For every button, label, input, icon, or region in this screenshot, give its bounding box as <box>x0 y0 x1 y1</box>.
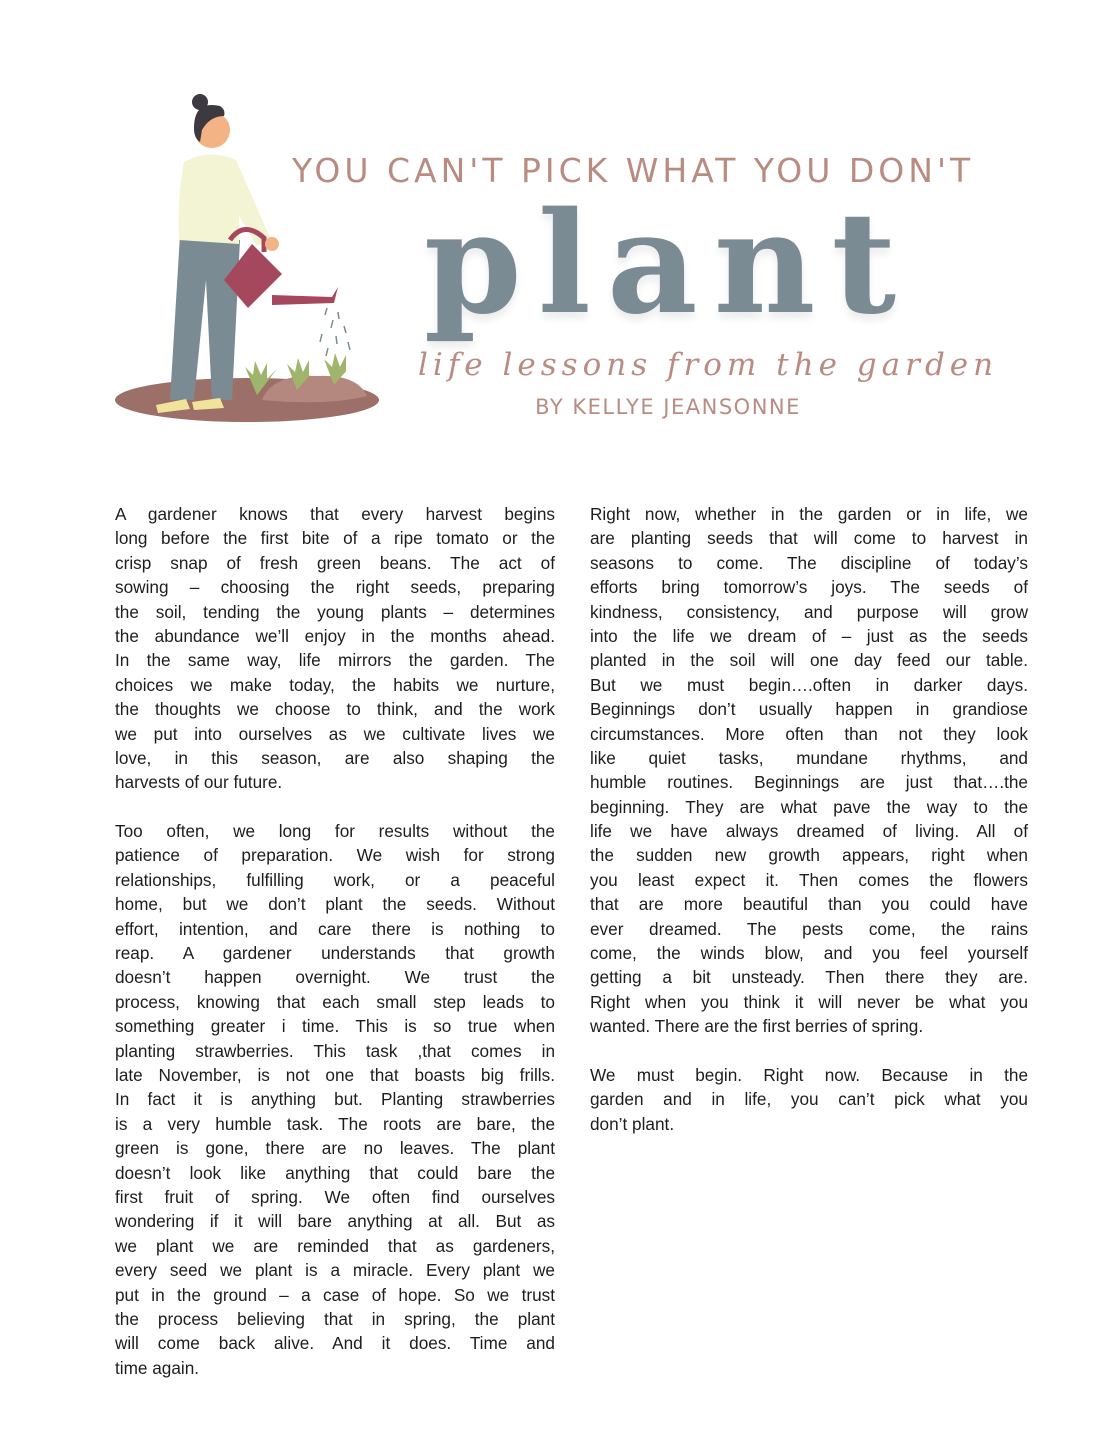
text-line: the process believing that in spring, the plant <box>115 1308 555 1329</box>
watering-can-icon <box>224 229 338 308</box>
text-line: we plant we are reminded that as gardeners, <box>115 1235 555 1256</box>
text-line: ever dreamed. The pests come, the rains <box>590 918 1028 939</box>
text-line: wondering if it will bare anything at all. But as <box>115 1211 555 1232</box>
right-column <box>590 502 1028 1161</box>
text-line: planted in the soil will one day feed our table. <box>590 650 1028 671</box>
text-line: But we must begin….often in darker days. <box>590 674 1028 695</box>
text-line: green is gone, there are no leaves. The plant <box>115 1138 555 1159</box>
text-line: the abundance we’ll enjoy in the months ahead. <box>115 625 555 646</box>
paragraph <box>590 502 1028 1039</box>
text-line: we put into ourselves as we cultivate lives we <box>115 723 555 744</box>
text-line: first fruit of spring. We often find ourselves <box>115 1186 555 1207</box>
text-line: something greater i time. This is so true when <box>115 1016 555 1037</box>
text-line: Right when you think it will never be what you <box>590 991 1028 1012</box>
text-line: into the life we dream of – just as the seeds <box>590 625 1028 646</box>
text-line: reap. A gardener understands that growth <box>115 943 555 964</box>
text-line: will come back alive. And it does. Time and <box>115 1333 555 1354</box>
text-line: A gardener knows that every harvest begins <box>115 504 555 524</box>
text-line: crisp snap of fresh green beans. The act of <box>115 552 555 573</box>
text-line: patience of preparation. We wish for strong <box>115 845 555 866</box>
headline-title: plant <box>423 182 913 346</box>
left-column <box>115 502 555 1404</box>
text-line: choices we make today, the habits we nurture, <box>115 674 555 695</box>
text-line: Too often, we long for results without the <box>115 821 555 842</box>
text-line: Right now, whether in the garden or in life, we <box>590 504 1028 524</box>
text-line: home, but we don’t plant the seeds. Without <box>115 894 555 915</box>
text-line: every seed we plant is a miracle. Every plant we <box>115 1260 555 1281</box>
text-line: love, in this season, are also shaping the <box>115 747 555 768</box>
headline-kicker: YOU CAN'T PICK WHAT YOU DON'T <box>292 151 975 190</box>
text-line: humble routines. Beginnings are just that….the <box>590 772 1028 793</box>
text-line: is a very humble task. The roots are bare, the <box>115 1113 555 1134</box>
text-line: process, knowing that each small step leads to <box>115 991 555 1012</box>
trousers <box>170 235 240 400</box>
text-line: long before the first bite of a ripe tomato or the <box>115 528 555 549</box>
text-line: come, the winds blow, and you feel yourself <box>590 943 1028 964</box>
text-line: the soil, tending the young plants – determines <box>115 601 555 622</box>
text-line: In fact it is anything but. Planting strawberries <box>115 1089 555 1110</box>
paragraph <box>115 502 555 795</box>
text-line: life we have always dreamed of living. All of <box>590 821 1028 842</box>
author-byline: BY KELLYE JEANSONNE <box>535 395 801 419</box>
text-line: planting strawberries. This task ,that comes in <box>115 1040 555 1061</box>
text-line: that are more beautiful than you could have <box>590 894 1028 915</box>
text-line: circumstances. More often than not they look <box>590 723 1028 744</box>
text-line: In the same way, life mirrors the garden. The <box>115 650 555 671</box>
text-line: the thoughts we choose to think, and the work <box>115 699 555 720</box>
paragraph <box>590 1063 1028 1136</box>
text-line: relationships, fulfilling work, or a peaceful <box>115 869 555 890</box>
water-drops <box>320 308 350 356</box>
text-line: harvests of our future. <box>115 772 283 793</box>
text-line: put in the ground – a case of hope. So we trust <box>115 1284 555 1305</box>
text-line: are planting seeds that will come to harvest in <box>590 528 1028 549</box>
text-line: the sudden new growth appears, right when <box>590 845 1028 866</box>
text-line: doesn’t happen overnight. We trust the <box>115 967 555 988</box>
text-line: don’t plant. <box>590 1113 675 1134</box>
text-line: efforts bring tomorrow’s joys. The seeds of <box>590 577 1028 598</box>
text-line: We must begin. Right now. Because in the <box>590 1064 1028 1085</box>
text-line: sowing – choosing the right seeds, preparing <box>115 577 555 598</box>
subtitle: life lessons from the garden <box>418 347 999 383</box>
text-line: kindness, consistency, and purpose will grow <box>590 601 1028 622</box>
text-line: effort, intention, and care there is nothing to <box>115 918 555 939</box>
text-line: garden and in life, you can’t pick what you <box>590 1089 1028 1110</box>
text-line: doesn’t look like anything that could bare the <box>115 1162 555 1183</box>
text-line: time again. <box>115 1357 200 1378</box>
text-line: you least expect it. Then comes the flowers <box>590 869 1028 890</box>
text-line: wanted. There are the first berries of spring. <box>590 1016 924 1037</box>
gardener-watering-illustration <box>112 90 387 425</box>
paragraph <box>115 819 555 1380</box>
text-line: late November, is not one that boasts big frills. <box>115 1064 555 1085</box>
text-line: like quiet tasks, mundane rhythms, and <box>590 747 1028 768</box>
text-line: Beginnings don’t usually happen in grandiose <box>590 699 1028 720</box>
text-line: getting a bit unsteady. Then there they are. <box>590 967 1028 988</box>
text-line: beginning. They are what pave the way to the <box>590 796 1028 817</box>
text-line: seasons to come. The discipline of today’s <box>590 552 1028 573</box>
